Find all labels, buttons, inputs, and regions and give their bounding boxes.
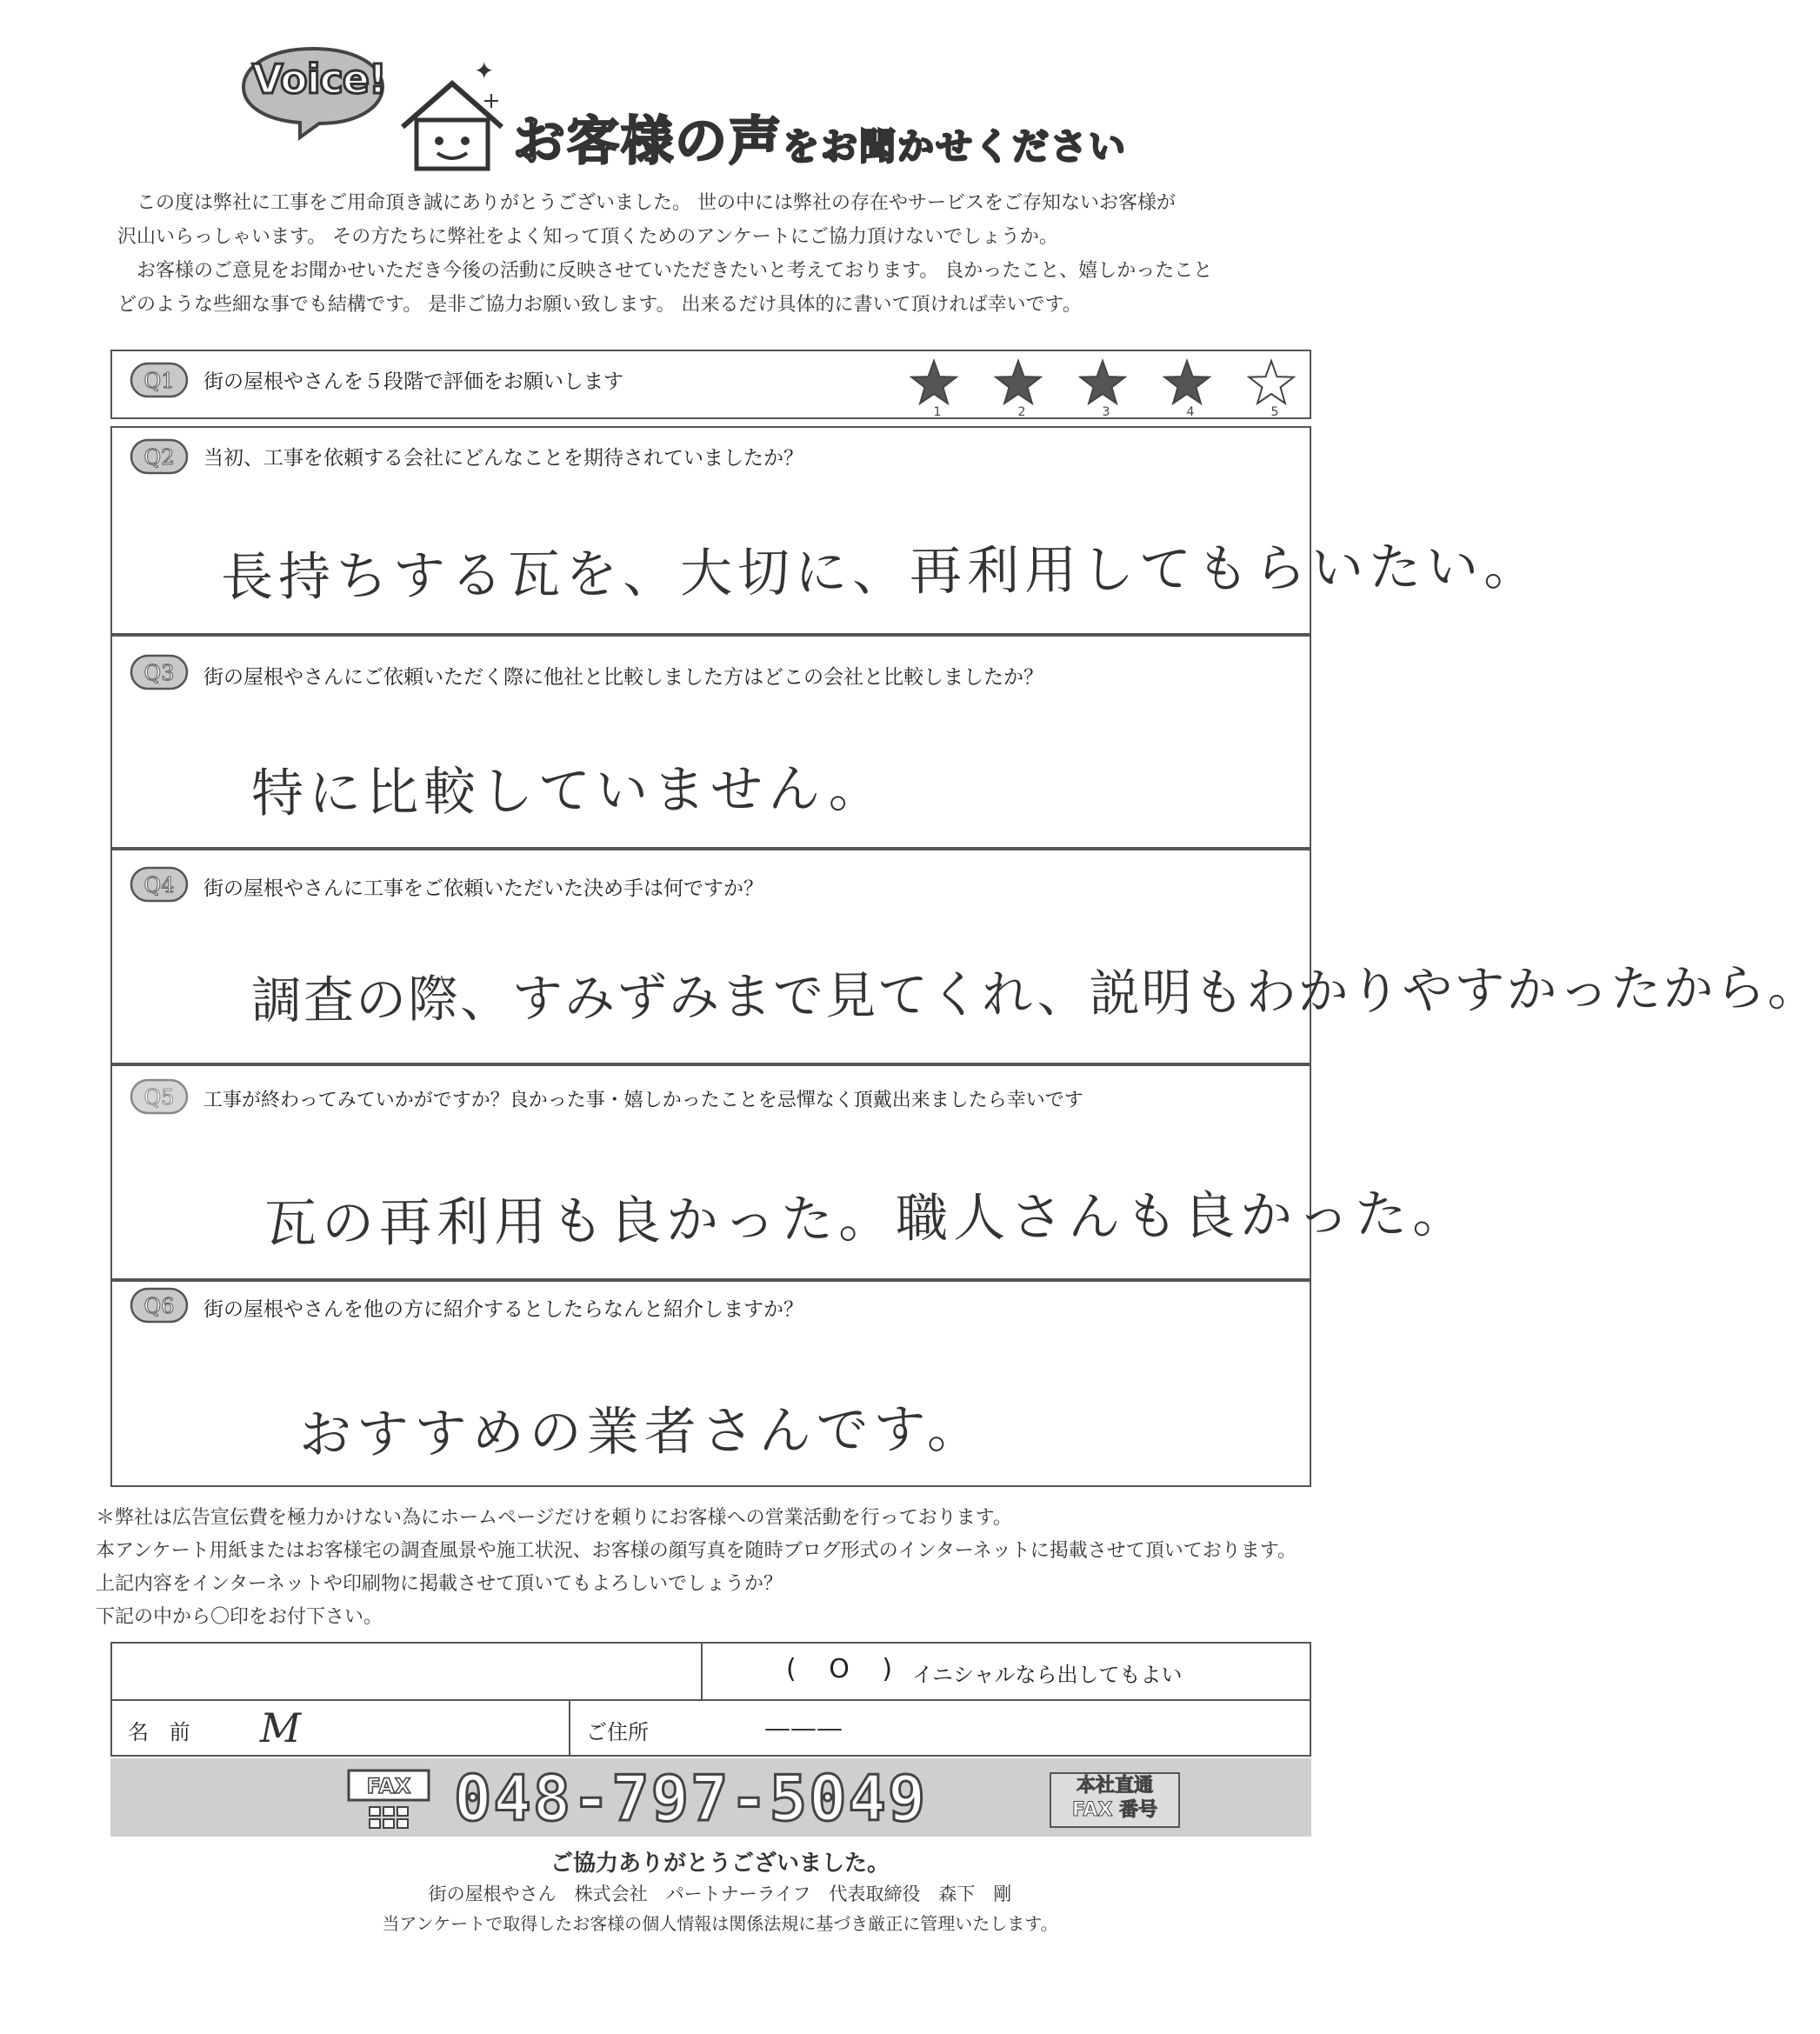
question-box-q4 xyxy=(110,849,1820,1064)
q6-text: 街の屋根やさんを他の方に紹介するとしたらなんと紹介しますか？ xyxy=(203,1298,803,1321)
note-line: 本アンケート用紙またはお客様宅の調査風景や施工状況、お客様の顔写真を随時ブログ形式のインターネットに掲載させて頂いております。 xyxy=(96,1540,1297,1562)
q6-answer: おすすめの業者さんです。 xyxy=(298,1398,985,1466)
fax-number[interactable]: 048-797-5049 xyxy=(454,1762,928,1835)
question-box-q5 xyxy=(110,1064,1470,1280)
star-empty-icon[interactable] xyxy=(1249,361,1293,403)
title-main-text: お客様の声 xyxy=(513,111,783,172)
note-line: 下記の中から〇印をお付下さい。 xyxy=(96,1606,383,1628)
note-line: ＊弊社は広告宣伝費を極力かけない為にホームページだけを頼りにお客様への営業活動を行っております。 xyxy=(96,1507,1012,1529)
q5-text: 工事が終わってみていかがですか？良かった事・嬉しかったことを忌憚なく頂戴出来ましたら幸いです xyxy=(203,1090,1083,1111)
title-suffix-text: をお聞かせください xyxy=(783,125,1128,168)
fax-box-line: FAX 番号 xyxy=(1071,1799,1158,1821)
q3-text: 街の屋根やさんにご依頼いただく際に他社と比較しました方はどこの会社と比較しましたか？ xyxy=(203,666,1043,689)
q2-answer: 長持ちする瓦を、大切に、再利用してもらいたい。 xyxy=(220,536,1542,609)
question-box-q3 xyxy=(110,635,1311,849)
star-filled-icon[interactable] xyxy=(1080,361,1124,403)
q5-badge-label: Q5 xyxy=(143,1085,175,1110)
sparkle-icon: ✦ xyxy=(474,57,495,85)
note-line: 上記内容をインターネットや印刷物に掲載させて頂いてもよろしいでしょうか？ xyxy=(96,1573,783,1595)
footer-company: 街の屋根やさん 株式会社 パートナーライフ 代表取締役 森下 剛 xyxy=(428,1884,1012,1904)
q3-badge-icon xyxy=(130,654,189,690)
name-value[interactable]: M xyxy=(260,1704,302,1751)
initials-option-label: イニシャルなら出してもよい xyxy=(912,1663,1183,1687)
address-value[interactable]: ——— xyxy=(764,1713,843,1744)
fax-icon xyxy=(345,1765,432,1835)
footer-thanks: ご協力ありがとうございました。 xyxy=(550,1851,890,1877)
intro-line: 沢山いらっしゃいます。 その方たちに弊社をよく知って頂くためのアンケートにご協力頂けないでしょうか。 xyxy=(117,226,1058,248)
q1-badge-icon xyxy=(130,362,189,398)
question-box-q2 xyxy=(110,426,1542,635)
survey-header xyxy=(0,0,1440,174)
q2-text: 当初、工事を依頼する会社にどんなことを期待されていましたか？ xyxy=(203,447,803,470)
name-label: 名 前 xyxy=(128,1720,197,1744)
question-box-q6 xyxy=(110,1280,1311,1487)
permission-table xyxy=(110,1642,1311,1757)
q2-badge-label: Q2 xyxy=(143,445,175,470)
star-number-label: 3 xyxy=(1102,405,1110,419)
star-number-label: 1 xyxy=(933,405,942,419)
q5-answer: 瓦の再利用も良かった。職人さんも良かった。 xyxy=(263,1183,1470,1256)
q4-answer: 調査の際、すみずみまで見てくれ、説明もわかりやすかったから。 xyxy=(250,957,1820,1030)
q3-answer: 特に比較していません。 xyxy=(250,757,886,825)
footer-privacy: 当アンケートで取得したお客様の個人情報は関係法規に基づき厳正に管理いたします。 xyxy=(382,1913,1058,1934)
intro-line: お客様のご意見をお聞かせいただき今後の活動に反映させていただきたいと考えております。 良かったこと、嬉しかったこと xyxy=(137,260,1213,282)
q6-badge-icon xyxy=(130,1287,189,1324)
q6-badge-label: Q6 xyxy=(143,1294,175,1318)
q3-badge-label: Q3 xyxy=(143,661,175,685)
consent-mark[interactable]: ( O ) xyxy=(786,1654,905,1684)
star-filled-icon[interactable] xyxy=(1164,361,1209,403)
q2-badge-icon xyxy=(130,438,189,475)
star-filled-icon[interactable] xyxy=(911,361,956,403)
table-divider xyxy=(569,1699,570,1755)
table-divider xyxy=(112,1699,1310,1701)
q4-badge-label: Q4 xyxy=(143,873,175,897)
table-divider xyxy=(701,1644,703,1699)
star-filled-icon[interactable] xyxy=(996,361,1040,403)
question-box-q1 xyxy=(110,350,1311,419)
intro-line: この度は弊社に工事をご用命頂き誠にありがとうございました。 世の中には弊社の存在やサービスをご存知ないお客様が xyxy=(137,192,1176,214)
star-rating[interactable] xyxy=(890,358,1299,419)
fax-box-line: 本社直通 xyxy=(1076,1775,1153,1797)
q1-text: 街の屋根やさんを５段階で評価をお願いします xyxy=(203,370,623,393)
star-number-label: 4 xyxy=(1186,405,1195,419)
smiling-house-icon xyxy=(396,77,509,172)
survey-title xyxy=(513,100,1127,175)
fax-icon-label: FAX xyxy=(366,1774,411,1798)
fax-direct-label xyxy=(1050,1772,1180,1828)
q1-badge-label: Q1 xyxy=(143,369,175,393)
intro-line: どのような些細な事でも結構です。 是非ご協力お願い致します。 出来るだけ具体的に書いて頂ければ幸いです。 xyxy=(117,294,1082,316)
fax-band xyxy=(110,1758,1311,1837)
q4-badge-icon xyxy=(130,866,189,903)
q5-badge-icon xyxy=(130,1078,189,1115)
intro-paragraph xyxy=(117,186,1335,322)
address-label: ご住所 xyxy=(586,1720,649,1744)
star-number-label: 5 xyxy=(1270,405,1279,419)
voice-label: Voice! xyxy=(252,56,386,103)
q4-text: 街の屋根やさんに工事をご依頼いただいた決め手は何ですか？ xyxy=(203,877,763,900)
star-number-label: 2 xyxy=(1017,405,1026,419)
